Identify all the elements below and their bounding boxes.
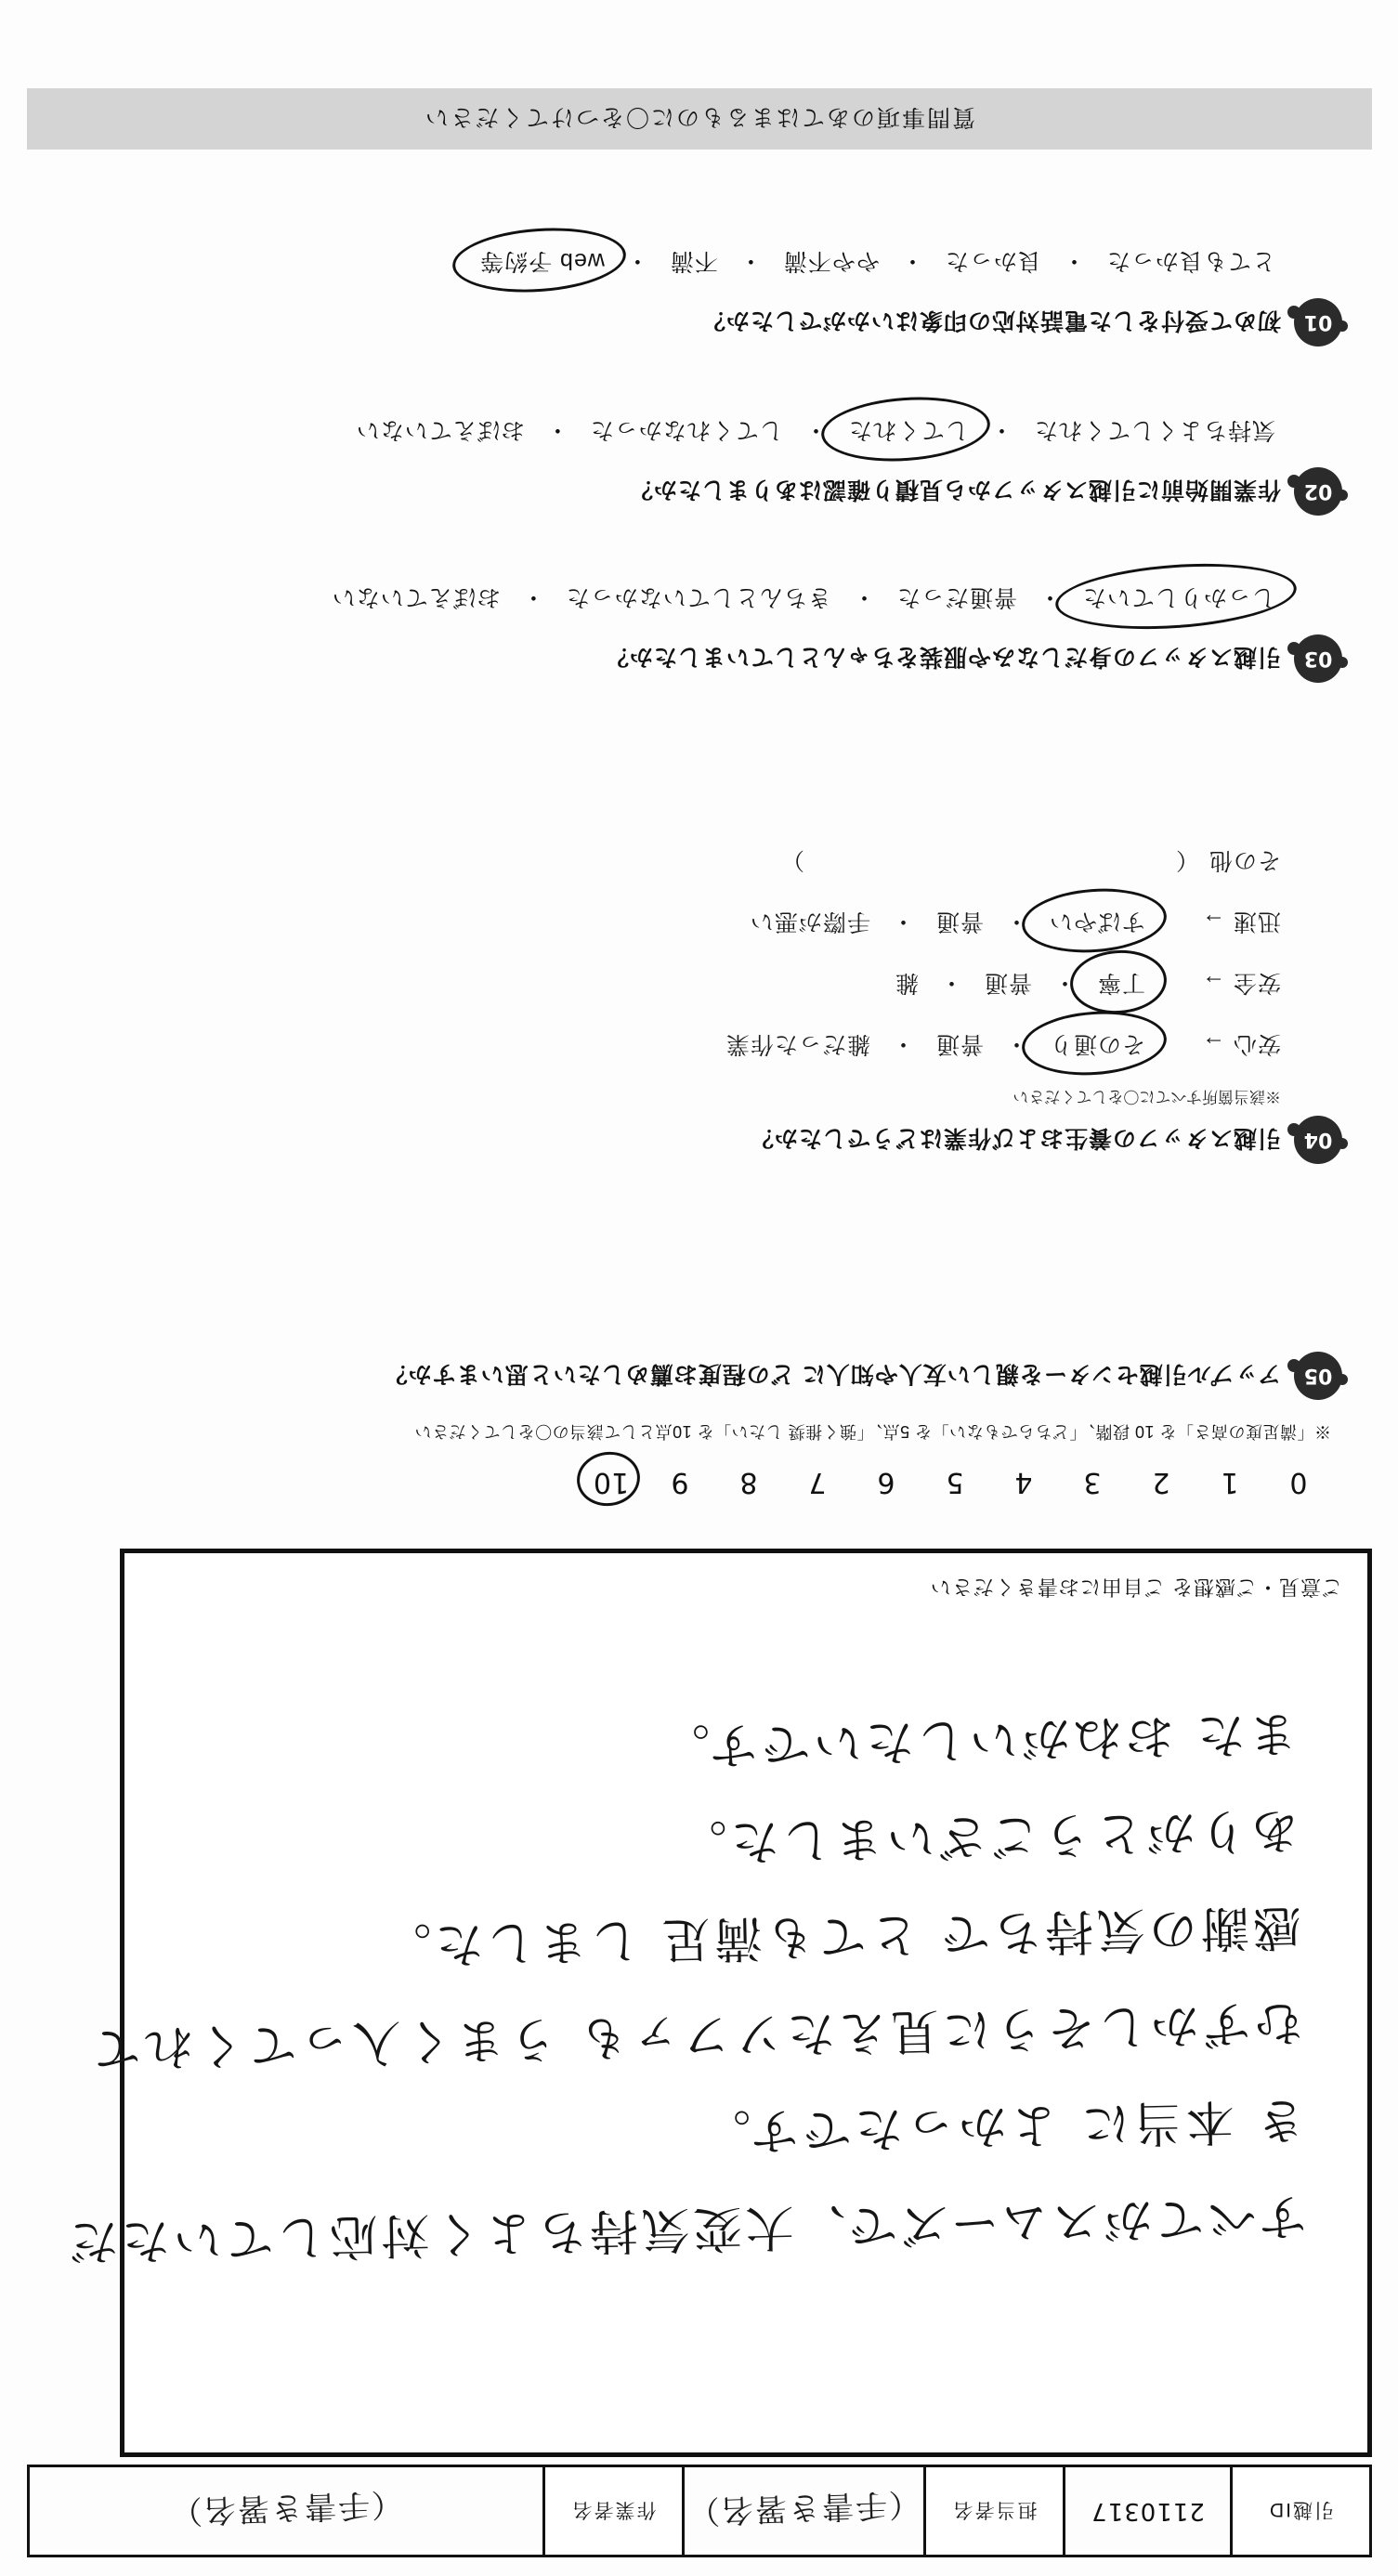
footer-instruction-band (27, 88, 1372, 150)
question-02-option-2[interactable]: してくれた (843, 412, 974, 452)
scale-value-8[interactable]: 8 (739, 1466, 758, 1498)
question-03-option-1[interactable]: しっかりしていた (1077, 579, 1281, 620)
question-04-row-1-sep-1: ・ (1003, 1031, 1028, 1057)
question-03-options[interactable] (326, 579, 1281, 620)
question-04-row-3-option-2[interactable]: 普通 (934, 909, 984, 935)
question-01 (474, 242, 1342, 347)
question-02-badge: 02 (1294, 467, 1342, 516)
question-05-badge: 05 (1294, 1352, 1342, 1400)
question-01-sep-2: ・ (899, 248, 924, 274)
question-04-row-2[interactable] (720, 964, 1281, 1005)
question-03-badge: 03 (1294, 634, 1342, 683)
worker-name-label: 作業者名 (542, 2467, 682, 2555)
question-04-row-1-label: 安心 → (1201, 1031, 1281, 1057)
question-04-row-3-option-1[interactable]: すばやい (1043, 903, 1151, 944)
question-04-row-2-sep-2: ・ (938, 970, 963, 996)
question-01-option-4[interactable]: 不満 (669, 248, 718, 274)
free-comment-box[interactable] (65, 1549, 1372, 2457)
question-01-text: 初めて受付をした電話対応の印象はいかがでしたか？ (700, 307, 1281, 333)
question-05-text: アップル引越センターを親しい友人や知人に どの程度お薦めしたいと思いますか？ (383, 1361, 1281, 1387)
comment-line-3: むずかしそうに見えたソファも うまく入ってくれて (88, 1994, 1304, 2076)
question-01-sep-4: ・ (624, 248, 649, 274)
question-03 (326, 579, 1342, 683)
question-01-sep-1: ・ (1061, 248, 1086, 274)
question-04-other-input[interactable]: （ ） (780, 847, 1199, 874)
scale-value-5[interactable]: 5 (946, 1466, 964, 1498)
question-04-row-3-option-3[interactable]: 手際が悪い (749, 909, 870, 935)
question-02-option-4[interactable]: おぼえていない (355, 417, 525, 443)
question-01-option-1[interactable]: とても良かった (1105, 248, 1275, 274)
question-03-option-4[interactable]: おぼえていない (331, 584, 501, 610)
question-04-row-3[interactable] (720, 903, 1281, 944)
scale-value-1[interactable]: 1 (1221, 1466, 1239, 1498)
question-04-row-2-option-2[interactable]: 普通 (983, 970, 1032, 996)
question-01-options[interactable] (474, 242, 1281, 283)
scale-value-6[interactable]: 6 (877, 1466, 895, 1498)
question-02-sep-1: ・ (988, 417, 1013, 443)
question-01-sep-3: ・ (738, 248, 763, 274)
comment-line-5: ありがとうございました。 (674, 1801, 1300, 1871)
worker-name-value (30, 2467, 542, 2555)
question-02-text: 作業開始前に引越スタッフから見積り確認はありましたか？ (628, 477, 1281, 503)
question-04-row-2-label: 安全 → (1201, 970, 1281, 996)
scale-value-7[interactable]: 7 (808, 1466, 827, 1498)
footer-instruction-text: 質問事項のあてはまるものに〇をつけてください (424, 104, 976, 130)
question-04-other[interactable] (720, 845, 1281, 879)
question-03-option-2[interactable]: 普通だった (895, 584, 1017, 610)
comment-line-4: 感謝の気持ちで とても満足 しました。 (378, 1898, 1302, 1973)
question-04-row-3-sep-1: ・ (1003, 909, 1028, 935)
scale-value-9[interactable]: 9 (671, 1466, 689, 1498)
free-comment-handwriting (65, 1684, 1309, 2288)
question-03-sep-1: ・ (1037, 584, 1062, 610)
nps-scale[interactable] (88, 1466, 1333, 1498)
question-04 (720, 845, 1342, 1164)
question-05 (384, 1352, 1342, 1400)
question-02-sep-3: ・ (544, 417, 569, 443)
comment-line-1: すべてがスムーズで、大変気持ちよく対応していただ (65, 2188, 1308, 2270)
comment-line-6: また おねがいしたいです。 (657, 1705, 1299, 1774)
scale-value-0[interactable]: 0 (1289, 1466, 1308, 1498)
question-04-badge: 04 (1294, 1116, 1342, 1164)
question-01-badge: 01 (1294, 298, 1342, 347)
question-01-option-5[interactable]: web 予約等 (474, 242, 610, 283)
question-02-option-3[interactable]: してくれなかった (589, 417, 783, 443)
question-04-row-1[interactable] (720, 1026, 1281, 1066)
question-04-row-1-option-1[interactable]: その通り (1043, 1026, 1151, 1066)
question-04-row-1-option-2[interactable]: 普通 (934, 1031, 984, 1057)
question-03-text: 引越スタッフの身だしなみや服装をちゃんとしていましたか？ (604, 644, 1281, 670)
question-03-sep-3: ・ (520, 584, 545, 610)
header-band (27, 2465, 1372, 2557)
free-comment-label: ご意見・ご感想を ご自由にお書きください (929, 1576, 1342, 1599)
scale-value-3[interactable]: 3 (1083, 1466, 1102, 1498)
question-04-row-1-option-3[interactable]: 雑だった作業 (725, 1031, 870, 1057)
question-04-note: ※該当箇所すべてに〇をしてください (1013, 1088, 1281, 1105)
scale-value-4[interactable]: 4 (1014, 1466, 1033, 1498)
question-02-sep-2: ・ (803, 417, 828, 443)
scale-value-2[interactable]: 2 (1152, 1466, 1170, 1498)
question-02 (350, 412, 1342, 516)
scale-value-10-selected[interactable]: 10 (577, 1466, 646, 1498)
question-04-row-3-label: 迅速 → (1201, 909, 1281, 935)
question-01-option-3[interactable]: やや不満 (782, 248, 880, 274)
question-03-sep-2: ・ (851, 584, 876, 610)
question-04-other-label: その他 (1208, 847, 1281, 873)
manager-name-value (682, 2467, 923, 2555)
question-04-row-2-sep-1: ・ (1052, 970, 1077, 996)
question-04-row-2-option-3[interactable]: 雑 (894, 970, 919, 996)
question-04-row-2-option-1[interactable]: 丁寧 (1091, 964, 1151, 1005)
move-id-label: 引越ID (1230, 2467, 1369, 2555)
comment-line-2: き 本当に よかったです。 (698, 2091, 1306, 2160)
worker-signature: （手書き署名） (168, 2485, 404, 2530)
manager-name-label: 担当者名 (923, 2467, 1063, 2555)
question-04-row-1-sep-2: ・ (890, 1031, 915, 1057)
question-04-text: 引越スタッフの養生および作業はどうでしたか？ (749, 1125, 1281, 1151)
question-01-option-2[interactable]: 良かった (944, 248, 1041, 274)
manager-signature: （手書き署名） (686, 2485, 921, 2530)
question-02-option-1[interactable]: 気持ちよくしてくれた (1033, 417, 1275, 443)
move-id-value: 2110317 (1063, 2467, 1230, 2555)
question-04-row-3-sep-2: ・ (890, 909, 915, 935)
scale-note: ※「満足度の高さ」を 10 段階、「どちらでもない」を 5点、「強く推奨 したい」を 10点として該当の〇をしてください (414, 1422, 1331, 1441)
question-03-option-3[interactable]: きちんとしていなかった (565, 584, 831, 610)
question-02-options[interactable] (350, 412, 1281, 452)
